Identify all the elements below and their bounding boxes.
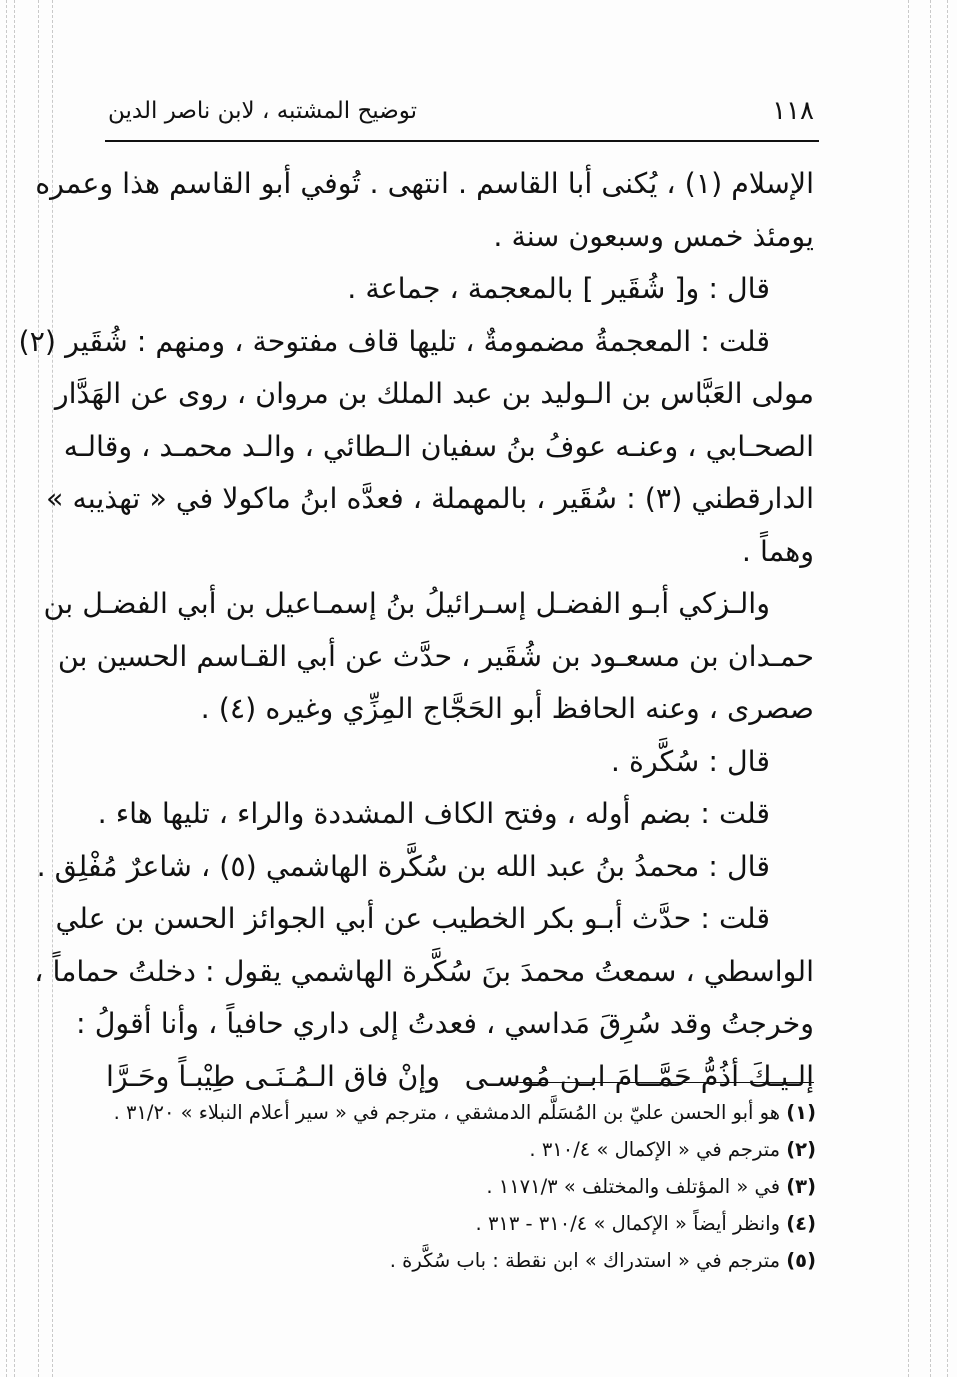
footnote xyxy=(120,1168,816,1205)
text-line: قلت : بضم أوله ، وفتح الكاف المشددة والراء ، تليها هاء . xyxy=(97,797,770,830)
footnote-number: (٢) xyxy=(786,1138,816,1161)
main-text xyxy=(18,158,814,1103)
text-line: قال : محمدُ بنُ عبد الله بن سُكَّرة الهاشمي (٥) ، شاعرٌ مُفْلِق . xyxy=(36,849,770,883)
text-line: الدارقطني (٣) : سُقَير ، بالمهملة ، فعدَّه ابنُ ماكولا في « تهذيبه » xyxy=(45,482,814,515)
footnote-text: مترجم في « استدراك » ابن نقطة : باب سُكَّرة . xyxy=(389,1249,781,1272)
text-line: الصحـابي ، وعنـه عوفُ بنُ سفيان الـطائي ، والـد محمـد ، وقالـه xyxy=(63,429,814,463)
footnote-text: في « المؤتلف والمختلف » ١١٧١/٣ . xyxy=(486,1175,781,1198)
text-line: مولى العَبَّاس بن الـوليد بن عبد الملك بن مروان ، روى عن الهَدَّار xyxy=(54,377,814,410)
scan-edge-mark xyxy=(930,0,931,1377)
verse-first-hemistich: إلـيـكَ أذُمُّ حَمَّــامَ ابـن مُوسـى xyxy=(464,1059,814,1093)
footnote-text: هو أبو الحسن عليّ بن المُسَلَّم الدمشقي ، مترجم في « سير أعلام النبلاء » ٣١/٢٠ . xyxy=(113,1101,781,1124)
text-line: حمـدان بن مسعـود بن شُقَير ، حدَّث عن أبي القـاسم الحسين بن xyxy=(57,639,814,673)
footnote-number: (١) xyxy=(786,1101,816,1124)
text-line: قلت : حدَّث أبـو بكر الخطيب عن أبي الجوائز الحسن بن علي xyxy=(55,902,770,935)
footnote xyxy=(120,1242,816,1279)
text-line: الواسطي ، سمعتُ محمدَ بنَ سُكَّرة الهاشمي يقول : دخلتُ حماماً ، xyxy=(34,954,814,988)
footnote xyxy=(120,1131,816,1168)
text-line: قال : سُكَّرة . xyxy=(610,744,770,778)
running-title: توضيح المشتبه ، لابن ناصر الدين xyxy=(108,98,418,124)
footnote-text: وانظر أيضاً « الإكمال » ٣١٠/٤ - ٣١٣ . xyxy=(475,1212,781,1235)
page-header xyxy=(108,92,820,132)
text-line: يومئذ خمس وسبعون سنة . xyxy=(493,219,814,253)
footnote-rule xyxy=(512,1082,814,1083)
header-rule xyxy=(105,140,819,142)
text-line: وهماً . xyxy=(741,534,814,568)
text-line: قلت : المعجمةُ مضمومةٌ ، تليها قاف مفتوحة ، ومنهم : شُقَير (٢) xyxy=(18,324,770,358)
verse-second-hemistich: وإنْ فاق الـمُـنَـى طِيْبـاً وحَـرَّا xyxy=(106,1059,441,1093)
footnote xyxy=(113,1094,816,1131)
scan-edge-mark xyxy=(14,0,15,1377)
footnote-number: (٥) xyxy=(786,1249,816,1272)
scan-edge-mark xyxy=(6,0,7,1377)
text-line: والـزكي أبـو الفضـل إسـرائيلُ بنُ إسمـاعيل بن أبي الفضـل بن xyxy=(43,587,770,620)
text-line: صصرى ، وعنه الحافظ أبو الحَجَّاج المِزِّي وغيره (٤) . xyxy=(200,692,814,725)
footnote-number: (٣) xyxy=(786,1175,816,1198)
footnote-number: (٤) xyxy=(786,1212,816,1235)
page-number: ١١٨ xyxy=(772,96,814,126)
text-line: الإسلام (١) ، يُكنى أبا القاسم . انتهى . تُوفي أبو القاسم هذا وعمره xyxy=(35,167,814,200)
footnote-text: مترجم في « الإكمال » ٣١٠/٤ . xyxy=(529,1138,781,1161)
scan-edge-mark xyxy=(908,0,909,1377)
text-line: وخرجتُ وقد سُرِقَ مَداسي ، فعدتُ إلى داري حافياً ، وأنا أقولُ : xyxy=(76,1007,814,1040)
footnote xyxy=(120,1205,816,1242)
scan-edge-mark xyxy=(947,0,948,1377)
footnotes xyxy=(113,1094,816,1279)
text-line: قال : و[ شُقَير ] بالمعجمة ، جماعة . xyxy=(347,272,770,305)
